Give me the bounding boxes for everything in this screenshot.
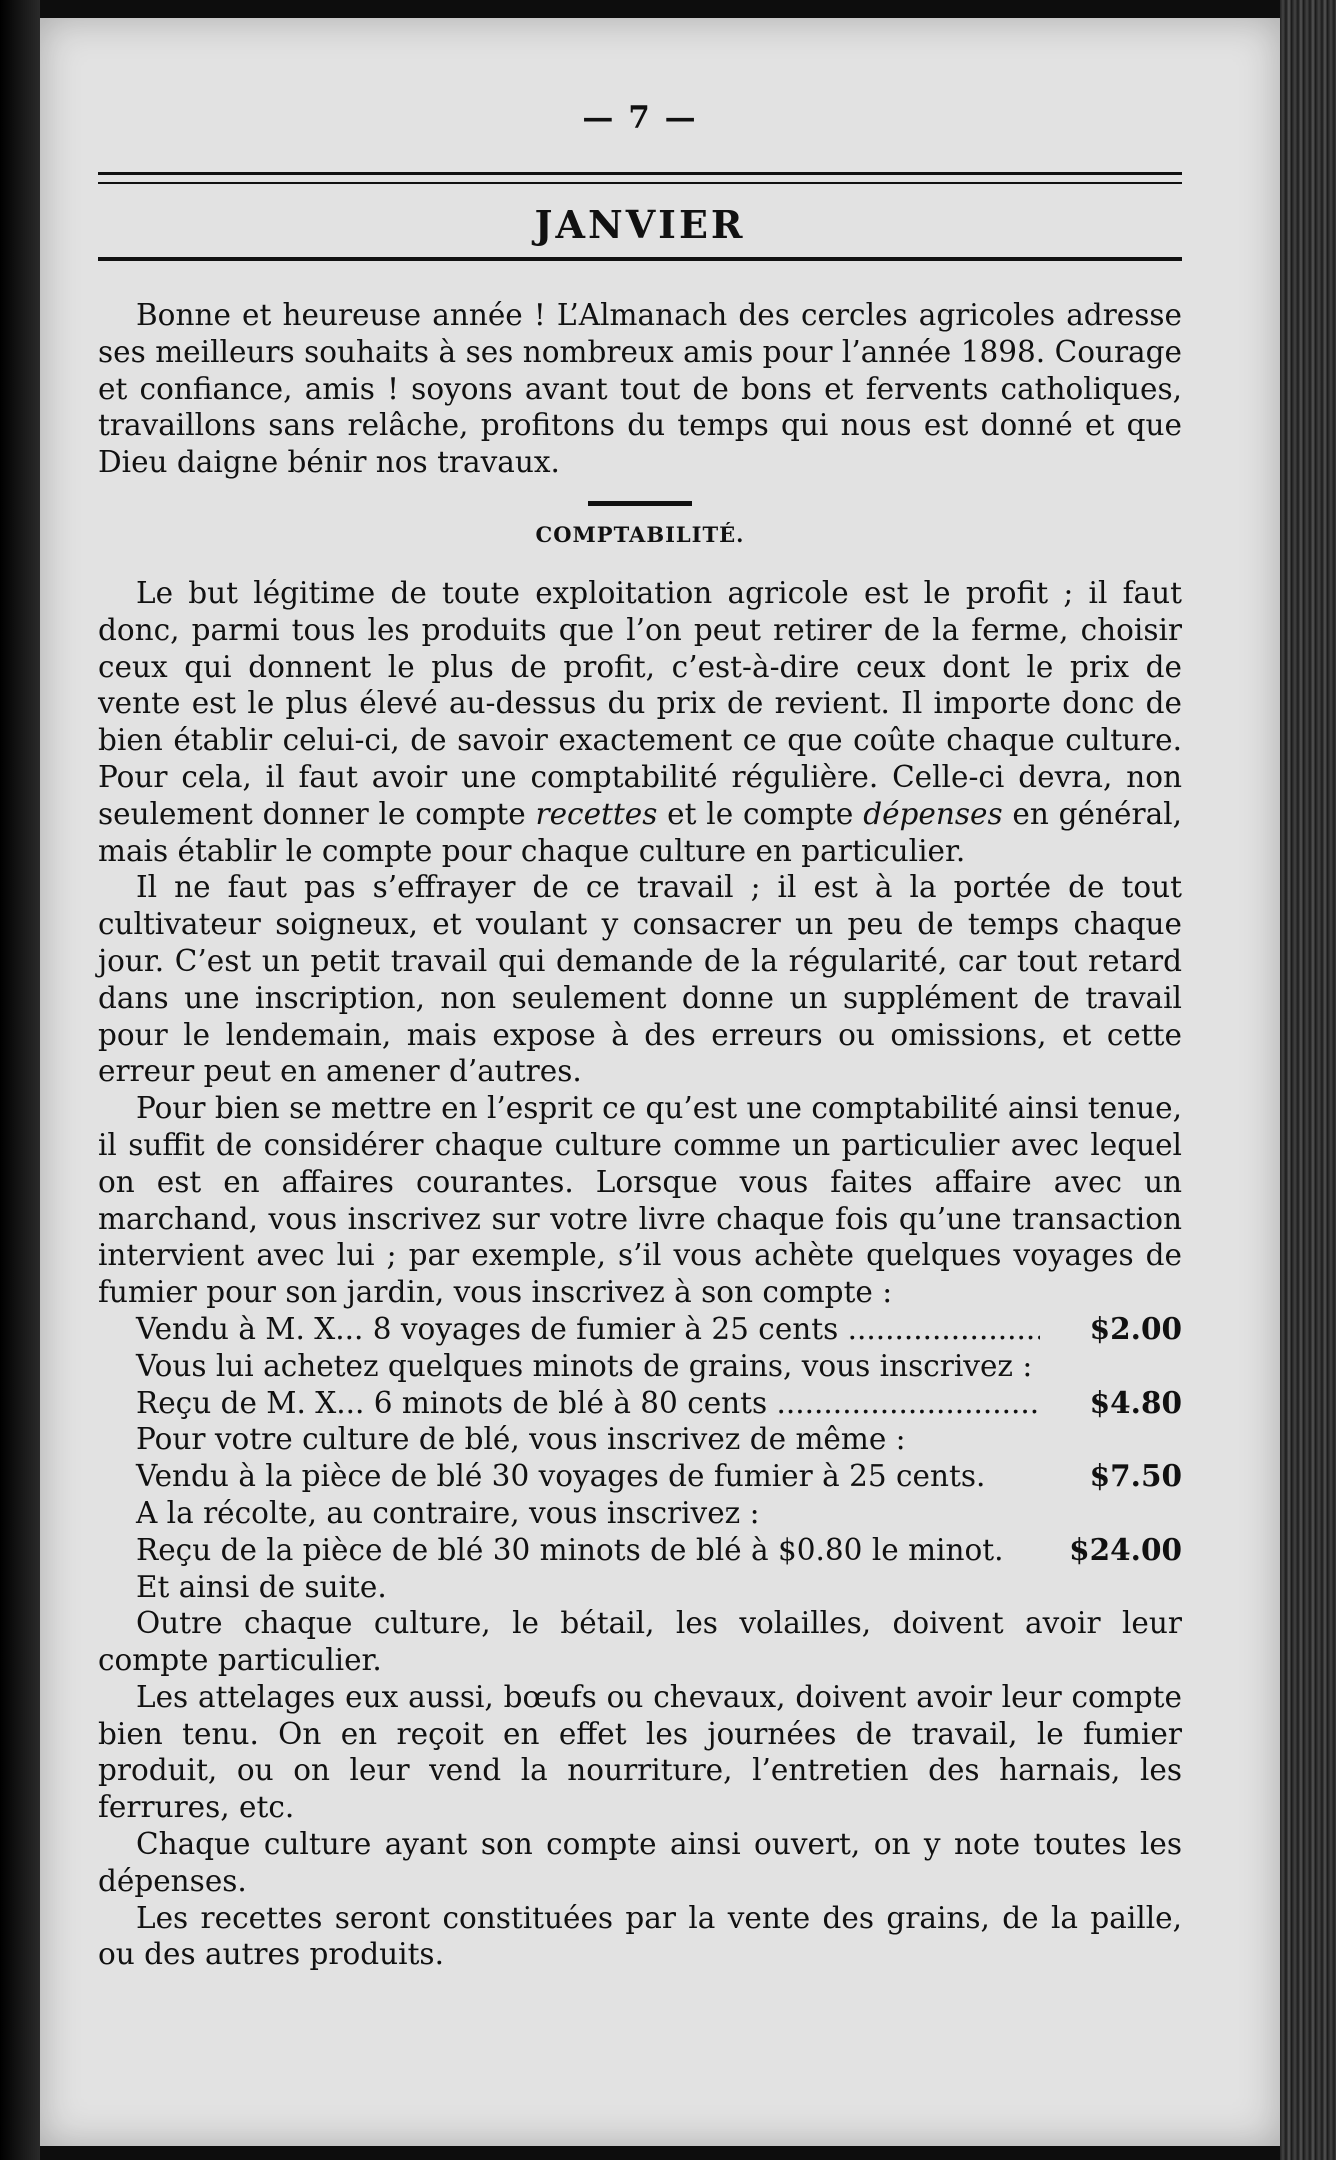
ledger-entry (98, 1532, 1182, 1569)
paragraph-profit-end: en général, mais établir le compte pour chaque culture en particulier. (98, 796, 1182, 868)
top-rule (98, 172, 1182, 184)
ledger-amount: $7.50 (1089, 1458, 1182, 1494)
ledger-instruction: Vous lui achetez quelques minots de grains, vous inscrivez : (136, 1348, 1033, 1383)
paragraph-expenses: Chaque culture ayant son compte ainsi ouvert, on y note toutes les dépenses. (98, 1827, 1182, 1898)
ledger-amount: $4.80 (1089, 1384, 1182, 1420)
section-heading: COMPTABILITÉ. (535, 521, 745, 547)
intro-paragraph: Bonne et heureuse année ! L’Almanach des cercles agricoles adresse ses meilleurs souhaits à ses nombreux amis pour l’année 1898. Courage et confiance, amis ! soyons avant tout de bons et fervents catholiques, travaillons sans relâche, profitons du temps qui nous est donné et que Dieu daigne bénir nos travaux. (98, 298, 1182, 480)
ledger-entry (98, 1311, 1182, 1348)
ledger-description: Reçu de M. X... 6 minots de blé à 80 cents ..... (98, 1385, 1040, 1422)
ledger-description: Vendu à la pièce de blé 30 voyages de fumier à 25 cents. (136, 1459, 986, 1494)
page-edges (1280, 0, 1336, 2160)
book-spine-shadow (0, 0, 40, 2160)
page-content (98, 100, 1182, 1973)
paragraph-teams: Les attelages eux aussi, bœufs ou chevaux, doivent avoir leur compte bien tenu. On en reçoit en effet les journées de travail, le fumier produit, ou on leur vend la nourriture, l’entretien des harnais, les ferrures, etc. (98, 1679, 1182, 1825)
paragraph-receipts: Les recettes seront constituées par la vente des grains, de la paille, ou des autres produits. (98, 1900, 1182, 1972)
paragraph-effort: Il ne faut pas s’effrayer de ce travail ; il est à la portée de tout cultivateur soigneux, et voulant y consacrer un peu de temps chaque jour. C’est un petit travail qui demande de la régularité, car tout retard dans une inscription, non seulement donne un supplément de travail pour le lendemain, mais expose à des erreurs ou omissions, et cette erreur peut en amener d’autres. (98, 870, 1182, 1089)
ledger-instruction: Pour votre culture de blé, vous inscrivez de même : (136, 1422, 906, 1457)
title-rule (98, 257, 1182, 261)
ledger-amount: $24.00 (1069, 1531, 1182, 1567)
ledger-instruction: A la récolte, au contraire, vous inscrivez : (136, 1495, 760, 1530)
term-depenses: dépenses (863, 796, 1003, 831)
ledger-entry (98, 1458, 1182, 1495)
ledger-amount: $2.00 (1089, 1310, 1182, 1346)
ledger-description: Vendu à M. X... 8 voyages de fumier à 25 cents ..... (98, 1311, 1040, 1348)
paragraph-profit (98, 575, 1182, 869)
paragraph-livestock: Outre chaque culture, le bétail, les volailles, doivent avoir leur compte particulier. (98, 1606, 1182, 1678)
ledger-description: Reçu de la pièce de blé 30 minots de blé à $0.80 le minot. (136, 1532, 1004, 1567)
paragraph-example: Pour bien se mettre en l’esprit ce qu’est une comptabilité ainsi tenue, il suffit de considérer chaque culture comme un particulier avec lequel on est en affaires courantes. Lorsque vous faites affaire avec un marchand, vous inscrivez sur votre livre chaque fois qu’une transaction intervient avec lui ; par exemple, s’il vous achète quelques voyages de fumier pour son jardin, vous inscrivez à son compte : (98, 1091, 1182, 1310)
ledger-entry (98, 1385, 1182, 1422)
paragraph-profit-middle: et le compte (667, 796, 854, 831)
section-divider (588, 501, 692, 506)
term-recettes: recettes (535, 796, 658, 831)
paragraph-profit-text: Le but légitime de toute exploitation agricole est le profit ; il faut donc, parmi tous les produits que l’on peut retirer de la ferme, choisir ceux qui donnent le plus de profit, c’est-à-dire ceux dont le prix de vente est le plus élevé au-dessus du prix de revient. Il importe donc de bien établir celui-ci, de savoir exactement ce que coûte chaque culture. Pour cela, il faut avoir une comptabilité régulière. Celle-ci devra, non seulement donner le compte (98, 575, 1182, 831)
month-title: JANVIER (534, 202, 746, 247)
ledger-instruction: Et ainsi de suite. (136, 1569, 387, 1604)
page-number: — 7 — (582, 100, 698, 136)
